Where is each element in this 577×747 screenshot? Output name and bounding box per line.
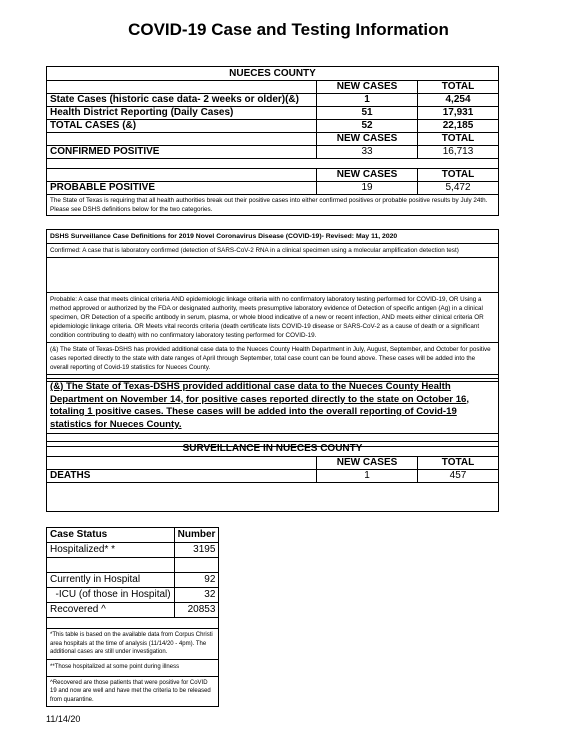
row-label: State Cases (historic case data- 2 weeks or older)(&) bbox=[47, 94, 317, 107]
table-row bbox=[47, 146, 499, 159]
col-new-cases: NEW CASES bbox=[317, 81, 418, 94]
case-status-table bbox=[46, 527, 219, 707]
row-total: 4,254 bbox=[418, 94, 499, 107]
col-new-cases: NEW CASES bbox=[317, 169, 418, 182]
table-row bbox=[47, 470, 499, 483]
confirmed-label: CONFIRMED POSITIVE bbox=[47, 146, 317, 159]
col-total: TOTAL bbox=[418, 81, 499, 94]
blank-cell bbox=[47, 81, 317, 94]
col-total: TOTAL bbox=[418, 169, 499, 182]
row-label: TOTAL CASES (&) bbox=[47, 120, 317, 133]
definitions-title: DSHS Surveillance Case Definitions for 2019 Novel Coronavirus Disease (COVID-19)- Revised: May 11, 2020 bbox=[47, 230, 499, 244]
status-label: Recovered ^ bbox=[47, 603, 175, 618]
table-row bbox=[47, 107, 499, 120]
probable-definition: Probable: A case that meets clinical criteria AND epidemiologic linkage criteria with no confirmatory laboratory testing performed for COVID-19, OR Using a method approved or authorized by the FDA or designated authority, meets presumptive laboratory evidence of Detection of specific antigen (Ag) in a clinical specimen, OR Detection of a specific antibody in serum, plasma, or whole blood indicative of a new or recent infection, AND meets either clinical criteria OR epidemiologic linkage criteria. OR Meets vital records criteria (death certificate lists COVID-19 disease or SARS-CoV-2 as a cause of death or a significant condition contributing to death) with no confirmatory laboratory testing performed for COVID-19. bbox=[47, 293, 499, 343]
row-new: 1 bbox=[317, 94, 418, 107]
blank-row bbox=[47, 258, 499, 293]
table-row bbox=[47, 120, 499, 133]
confirmed-total: 16,713 bbox=[418, 146, 499, 159]
deaths-label: DEATHS bbox=[47, 470, 317, 483]
deaths-new: 1 bbox=[317, 470, 418, 483]
row-total: 22,185 bbox=[418, 120, 499, 133]
row-label: Health District Reporting (Daily Cases) bbox=[47, 107, 317, 120]
col-case-status: Case Status bbox=[47, 528, 175, 543]
blank-cell bbox=[47, 457, 317, 470]
col-total: TOTAL bbox=[418, 457, 499, 470]
surveillance-header: SURVEILLANCE IN NUECES COUNTY bbox=[47, 442, 499, 457]
status-value: 20853 bbox=[174, 603, 219, 618]
table-row bbox=[47, 603, 219, 618]
status-value: 32 bbox=[174, 588, 219, 603]
status-label: Hospitalized* * bbox=[47, 543, 175, 558]
table-row bbox=[47, 94, 499, 107]
page-title: COVID-19 Case and Testing Information bbox=[128, 20, 449, 39]
deaths-total: 457 bbox=[418, 470, 499, 483]
case-status-note-1: *This table is based on the available data from Corpus Christi area hospitals at the time of analysis (11/14/20 - 4pm). The additional cases are still under investigation. bbox=[47, 629, 219, 660]
status-value: 92 bbox=[174, 573, 219, 588]
blank-row bbox=[47, 483, 499, 512]
table-row bbox=[47, 543, 219, 558]
probable-new: 19 bbox=[317, 182, 418, 195]
col-new-cases: NEW CASES bbox=[317, 457, 418, 470]
col-total: TOTAL bbox=[418, 133, 499, 146]
table-row bbox=[47, 588, 219, 603]
nueces-county-table bbox=[46, 66, 499, 216]
blank-cell bbox=[47, 133, 317, 146]
surveillance-table bbox=[46, 441, 499, 512]
state-requirement-note: The State of Texas is requiring that all health authorities break out their positive cases into either confirmed positives or probable positive results by July 24th. Please see DSHS definitions below for the two categories. bbox=[47, 195, 499, 216]
probable-label: PROBABLE POSITIVE bbox=[47, 182, 317, 195]
blank-cell bbox=[174, 558, 219, 573]
confirmed-definition: Confirmed: A case that is laboratory confirmed (detection of SARS-CoV-2 RNA in a clinical specimen using a molecular amplification detection test) bbox=[47, 244, 499, 258]
row-new: 52 bbox=[317, 120, 418, 133]
footer-date: 11/14/20 bbox=[46, 714, 81, 724]
november-note-table bbox=[46, 378, 499, 447]
nueces-county-header: NUECES COUNTY bbox=[47, 67, 499, 81]
confirmed-new: 33 bbox=[317, 146, 418, 159]
november-note: (&) The State of Texas-DSHS provided additional case data to the Nueces County Health Department on November 14, for positive cases reported directly to the state on October 16, totaling 1 positive cases. These cases will be added into the overall reporting of Covid-19 statistics for Nueces County. bbox=[47, 379, 499, 434]
blank-row bbox=[47, 159, 499, 169]
status-label: Currently in Hospital bbox=[47, 573, 175, 588]
blank-row bbox=[47, 618, 219, 629]
probable-total: 5,472 bbox=[418, 182, 499, 195]
case-status-note-2: **Those hospitalized at some point during illness bbox=[47, 659, 219, 676]
blank-row bbox=[47, 558, 175, 573]
col-new-cases: NEW CASES bbox=[317, 133, 418, 146]
row-total: 17,931 bbox=[418, 107, 499, 120]
blank-cell bbox=[47, 169, 317, 182]
status-label: -ICU (of those in Hospital) bbox=[47, 588, 175, 603]
table-row bbox=[47, 182, 499, 195]
amp-note: (&) The State of Texas-DSHS has provided additional case data to the Nueces County Health Department in July, August, September, and October for positive cases reported directly to the state with date ranges of April through September, total case count can be found above. These cases will be added into the overall reporting of Covid-19 statistics for Nueces County. bbox=[47, 343, 499, 375]
row-new: 51 bbox=[317, 107, 418, 120]
col-number: Number bbox=[174, 528, 219, 543]
case-status-note-3: ^Recovered are those patients that were positive for CoVID 19 and now are well and have met the criteria to be released from quarantine. bbox=[47, 676, 219, 707]
definitions-table bbox=[46, 229, 499, 382]
status-value: 3195 bbox=[174, 543, 219, 558]
table-row bbox=[47, 573, 219, 588]
